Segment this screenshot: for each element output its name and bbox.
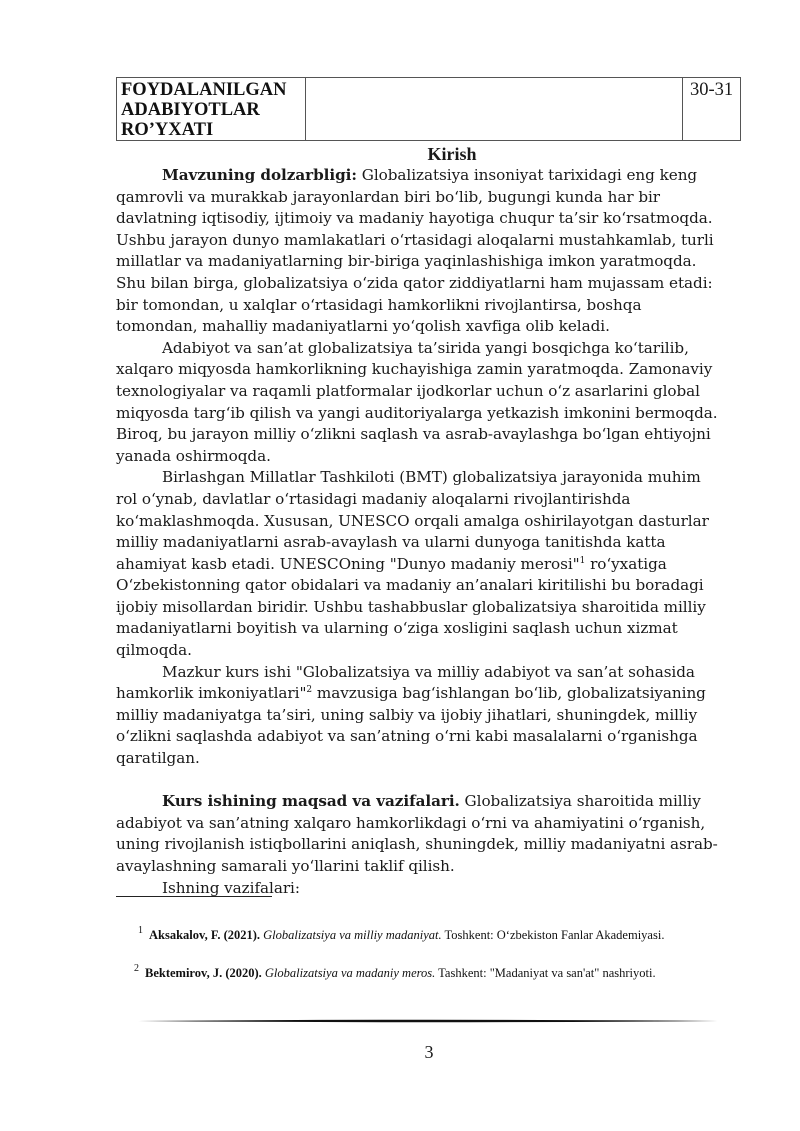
paragraph-un-unesco <box>116 467 721 661</box>
toc-title-line-1: FOYDALANILGAN <box>121 80 287 100</box>
paragraph-text: ro‘yxatiga O‘zbekistonning qator obidalari va madaniy an’analari kiritilishi bu boradagi ijobiy misollardan biridir. Ushbu tashabbuslar globalizatsiya sharoitida milliy madaniyatlarni boyitish va ularning o‘ziga xosligini saqlash uchun xizmat qilmoqda. <box>116 554 706 660</box>
footnote-title: Globalizatsiya va milliy madaniyat. <box>263 928 442 942</box>
footnote-1 <box>138 925 738 943</box>
page-bottom-rule <box>138 1019 718 1023</box>
paragraph-tasks: Ishning vazifalari: <box>162 878 300 897</box>
footnote-number: 2 <box>134 963 139 974</box>
paragraph-course-topic <box>116 662 721 770</box>
paragraph-goals <box>116 791 721 877</box>
page-number: 3 <box>424 1042 434 1062</box>
toc-empty-cell <box>306 78 683 141</box>
contents-table-row <box>116 77 741 141</box>
footnote-publisher: Tashkent: "Madaniyat va san'at" nashriyoti. <box>435 966 656 980</box>
toc-title-line-3: RO’YXATI <box>121 120 214 140</box>
paragraph-text: Mazkur kurs ishi "Globalizatsiya va milliy adabiyot va san’at sohasida hamkorlik imkoniyatlari" <box>116 662 695 703</box>
footnote-author: Bektemirov, J. (2020). <box>145 966 262 980</box>
paragraph-text: mavzusiga bag‘ishlangan bo‘lib, globalizatsiyaning milliy madaniyatga ta’siri, uning salbiy va ijobiy jihatlari, shuningdek, milliy o‘zlikni saqlashda adabiyot va san’atning o‘rni kabi masalalarni o‘rganishga qaratilgan. <box>116 684 706 768</box>
paragraph-literature-art: Adabiyot va san’at globalizatsiya ta’sirida yangi bosqichga ko‘tarilib, xalqaro miqyosda hamkorlikning kuchayishiga zamin yaratmoqda. Zamonaviy texnologiyalar va raqamli platformalar ijodkorlar uchun o‘z asarlarini global miqyosda targ‘ib qilish va yangi auditoriyalarga yetkazish imkonini bermoqda. Biroq, bu jarayon milliy o‘zlikni saqlash va asrab-avaylashga bo‘lgan ehtiyojni yanada oshirmoqda. <box>116 338 718 465</box>
toc-entry-title <box>117 78 306 141</box>
footnote-number: 1 <box>138 925 143 936</box>
footnote-ref-1[interactable]: 1 <box>579 555 586 566</box>
paragraph-relevance <box>116 165 721 338</box>
paragraph-text: Globalizatsiya insoniyat tarixidagi eng keng qamrovli va murakkab jarayonlardan biri bo‘lib, bugungi kunda har bir davlatning iqtisodiy, ijtimoiy va madaniy hayotiga chuqur ta’sir ko‘rsatmoqda. Ushbu jarayon dunyo mamlakatlari o‘rtasidagi aloqalarni mustahkamlab, turli millatlar va madaniyatlarning bir-biriga yaqinlashishiga imkon yaratmoqda. Shu bilan birga, globalizatsiya o‘zida qator ziddiyatlarni ham mujassam etadi: bir tomondan, u xalqlar o‘rtasidagi hamkorlikni rivojlantirsa, boshqa tomondan, mahalliy madaniyatlarni yo‘qolish xavfiga olib keladi. <box>116 166 714 336</box>
toc-title-line-2: ADABIYOTLAR <box>121 100 260 120</box>
footnote-2 <box>134 963 734 981</box>
paragraph-text: Birlashgan Millatlar Tashkiloti (BMT) globalizatsiya jarayonida muhim rol o‘ynab, davlatlar o‘rtasidagi madaniy aloqalarni rivojlantirishda ko‘maklashmoqda. Xususan, UNESCO orqali amalga oshirilayotgan dasturlar milliy madaniyatlarni asrab-avaylash va ularni dunyoga tanitishda katta ahamiyat kasb etadi. UNESCOning "Dunyo madaniy merosi" <box>116 468 709 573</box>
section-heading: Kirish <box>427 144 477 164</box>
paragraph-lead: Kurs ishining maqsad va vazifalari. <box>162 792 460 811</box>
footnote-separator <box>116 896 272 897</box>
body-text <box>116 165 721 899</box>
footnote-publisher: Toshkent: O‘zbekiston Fanlar Akademiyasi. <box>441 928 665 942</box>
paragraph-lead: Mavzuning dolzarbligi: <box>162 166 357 184</box>
paragraph-text: Globalizatsiya sharoitida milliy adabiyot va san’atning xalqaro hamkorlikdagi o‘rni va ahamiyatini o‘rganish, uning rivojlanish istiqbollarini aniqlash, shuningdek, milliy madaniyatni asrab-avaylashning samarali yo‘llarini taklif qilish. <box>116 792 718 875</box>
footnote-author: Aksakalov, F. (2021). <box>149 928 261 942</box>
footnote-ref-2[interactable]: 2 <box>306 685 313 696</box>
toc-page-range: 30-31 <box>683 78 741 141</box>
footnote-title: Globalizatsiya va madaniy meros. <box>264 966 436 980</box>
